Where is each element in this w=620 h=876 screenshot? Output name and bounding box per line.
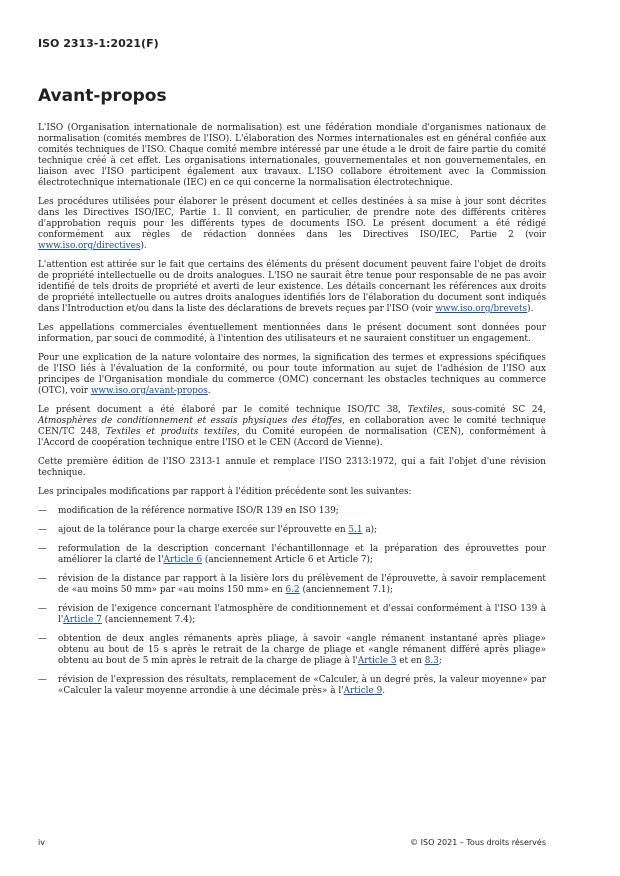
paragraph-procedures: Les procédures utilisées pour élaborer le présent document et celles destinées à sa mise à jour sont décrites dans les Directives ISO/IEC, Partie 1. Il convient, en particulier, de prendre note des différents critères d'approbation requis pour les différents types de documents ISO. Le présent document a été rédigé conformément aux règles de rédaction données dans les Directives ISO/IEC, Partie 2 (voir www.iso.org/directives).: [38, 197, 546, 251]
foreword-body: [38, 123, 546, 705]
patents-link[interactable]: www.iso.org/brevets: [435, 304, 528, 314]
paragraph-patents: L'attention est attirée sur le fait que certains des éléments du présent document peuvent faire l'objet de droits de propriété intellectuelle ou de droits analogues. L'ISO ne saurait être tenue pour responsable de ne pas avoir identifié de tels droits de propriété et averti de leur existence. Les détails concernant les références aux droits de propriété intellectuelle ou autres droits analogues identifiés lors de l'élaboration du document sont indiqués dans l'Introduction et/ou dans la liste des déclarations de brevets reçues par l'ISO (voir www.iso.org/brevets).: [38, 260, 546, 314]
changes-list: [38, 506, 546, 697]
clause-link[interactable]: Article 6: [163, 555, 203, 565]
clause-link[interactable]: 5.1: [348, 525, 363, 535]
document-header: ISO 2313-1:2021(F): [38, 37, 159, 50]
list-item: — reformulation de la description concernant l'échantillonnage et la préparation des éprouvettes pour améliorer la clarté de l'Article 6 (anciennement Article 6 et Article 7);: [38, 544, 546, 565]
paragraph-iso-intro: L'ISO (Organisation internationale de normalisation) est une fédération mondiale d'organismes nationaux de normalisation (comités membres de l'ISO). L'élaboration des Normes internationales est en général confiée aux comités techniques de l'ISO. Chaque comité membre intéressé par une étude a le droit de faire partie du comité technique créé à cet effet. Les organisations internationales, gouvernementales et non gouvernementales, en liaison avec l'ISO participent également aux travaux. L'ISO collabore étroitement avec la Commission électrotechnique internationale (IEC) en ce qui concerne la normalisation électrotechnique.: [38, 123, 546, 188]
paragraph-trade-names: Les appellations commerciales éventuellement mentionnées dans le présent document sont données pour information, par souci de commodité, à l'intention des utilisateurs et ne sauraient constituer un engagement.: [38, 323, 546, 344]
page-title: Avant-propos: [38, 86, 167, 106]
list-item: — modification de la référence normative ISO/R 139 en ISO 139;: [38, 506, 339, 516]
clause-link[interactable]: Article 9: [343, 686, 383, 696]
directives-link[interactable]: www.iso.org/directives: [38, 241, 141, 251]
page-footer: [38, 838, 546, 847]
paragraph-changes-intro: Les principales modifications par rapport à l'édition précédente sont les suivantes:: [38, 487, 412, 497]
paragraph-voluntary-nature: Pour une explication de la nature volontaire des normes, la signification des termes et expressions spécifiques de l'ISO liés à l'évaluation de la conformité, ou pour toute information au sujet de l'adhésion de l'ISO aux principes de l'Organisation mondiale du commerce (OMC) concernant les obstacles techniques au commerce (OTC), voir www.iso.org/avant-propos.: [38, 353, 546, 396]
paragraph-committee: Le présent document a été élaboré par le comité technique ISO/TC 38, Textiles, sous-comité SC 24, Atmosphères de conditionnement et essais physiques des étoffes, en collaboration avec le comité technique CEN/TC 248, Textiles et produits textiles, du Comité européen de normalisation (CEN), conformément à l'Accord de coopération technique entre l'ISO et le CEN (Accord de Vienne).: [38, 405, 547, 448]
clause-link[interactable]: Article 3: [357, 656, 397, 666]
list-item: — obtention de deux angles rémanents après pliage, à savoir «angle rémanent instantané après pliage» obtenu au bout de 15 s après le retrait de la charge de pliage et «angle rémanent différé après pliage» obtenu au bout de 5 min après le retrait de la charge de pliage à l'Article 3 et en 8.3;: [38, 634, 546, 666]
copyright-notice: © ISO 2021 – Tous droits réservés: [410, 838, 546, 847]
list-item: — révision de la distance par rapport à la lisière lors du prélèvement de l'éprouvette, à savoir remplacement de «au moins 50 mm» par «au moins 150 mm» en 6.2 (anciennement 7.1);: [38, 574, 546, 595]
list-item: — révision de l'exigence concernant l'atmosphère de conditionnement et d'essai conformément à l'ISO 139 à l'Article 7 (anciennement 7.4);: [38, 604, 546, 625]
foreword-link[interactable]: www.iso.org/avant-propos: [90, 386, 208, 396]
list-item: — ajout de la tolérance pour la charge exercée sur l'éprouvette en 5.1 a);: [38, 525, 378, 535]
clause-link[interactable]: Article 7: [63, 615, 102, 625]
clause-link[interactable]: 6.2: [285, 585, 300, 595]
page-number: iv: [38, 838, 45, 847]
clause-link[interactable]: 8.3: [424, 656, 439, 666]
paragraph-edition: Cette première édition de l'ISO 2313-1 annule et remplace l'ISO 2313:1972, qui a fait l'objet d'une révision technique.: [38, 457, 546, 478]
list-item: — révision de l'expression des résultats, remplacement de «Calculer, à un degré près, la valeur moyenne» par «Calculer la valeur moyenne arrondie à une décimale près» à l'Article 9.: [38, 675, 546, 696]
